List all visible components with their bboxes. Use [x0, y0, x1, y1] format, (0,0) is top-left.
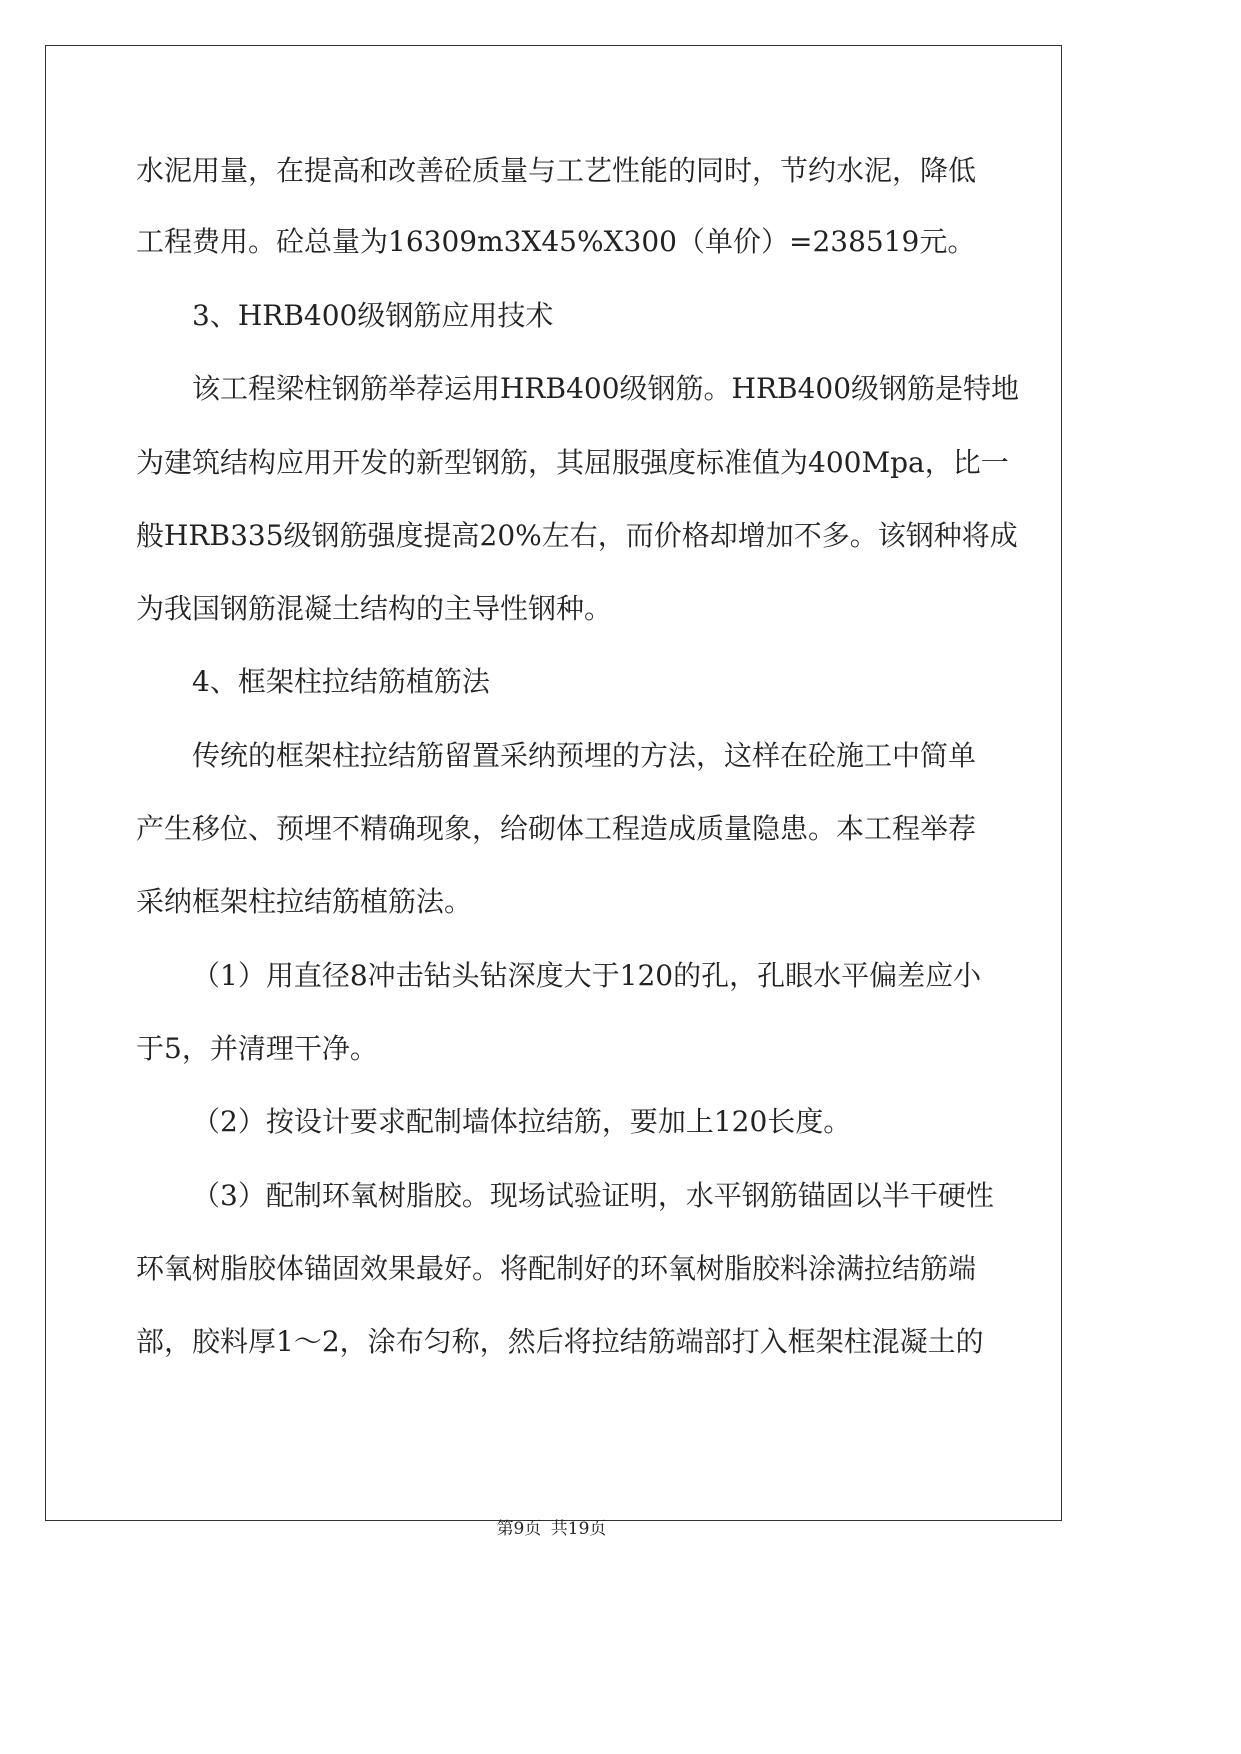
- body-line: 般HRB335级钢筋强度提高20%左右，而价格却增加不多。该钢种将成: [136, 519, 1018, 552]
- body-line: 该工程梁柱钢筋举荐运用HRB400级钢筋。HRB400级钢筋是特地: [192, 372, 1020, 405]
- body-line: 传统的框架柱拉结筋留置采纳预埋的方法，这样在砼施工中简单: [192, 739, 977, 772]
- body-line: 为我国钢筋混凝土结构的主导性钢种。: [136, 592, 613, 625]
- page-number: 第9页: [496, 1519, 542, 1539]
- page-total: 共19页: [550, 1519, 607, 1539]
- body-line: 采纳框架柱拉结筋植筋法。: [136, 885, 473, 918]
- body-line: 为建筑结构应用开发的新型钢筋，其屈服强度标准值为400Mpa，比一: [136, 446, 1009, 479]
- body-line: 部，胶料厚1～2，涂布匀称，然后将拉结筋端部打入框架柱混凝土的: [136, 1325, 984, 1358]
- list-item: （1）用直径8冲击钻头钻深度大于120的孔，孔眼水平偏差应小: [192, 959, 982, 992]
- body-line: 工程费用。砼总量为16309m3X45%X300（单价）=238519元。: [136, 225, 976, 258]
- page-footer: [0, 1514, 1103, 1539]
- body-line: 水泥用量，在提高和改善砼质量与工艺性能的同时，节约水泥，降低: [136, 154, 977, 187]
- page-border: [45, 45, 1062, 1521]
- body-line: 产生移位、预埋不精确现象，给砌体工程造成质量隐患。本工程举荐: [136, 812, 977, 845]
- body-line: 环氧树脂胶体锚固效果最好。将配制好的环氧树脂胶料涂满拉结筋端: [136, 1252, 977, 1285]
- body-line: 于5，并清理干净。: [136, 1032, 378, 1065]
- section-heading: 3、HRB400级钢筋应用技术: [192, 299, 554, 332]
- list-item: （2）按设计要求配制墙体拉结筋，要加上120长度。: [192, 1105, 852, 1138]
- list-item: （3）配制环氧树脂胶。现场试验证明，水平钢筋锚固以半干硬性: [192, 1179, 994, 1212]
- section-heading: 4、框架柱拉结筋植筋法: [192, 665, 490, 698]
